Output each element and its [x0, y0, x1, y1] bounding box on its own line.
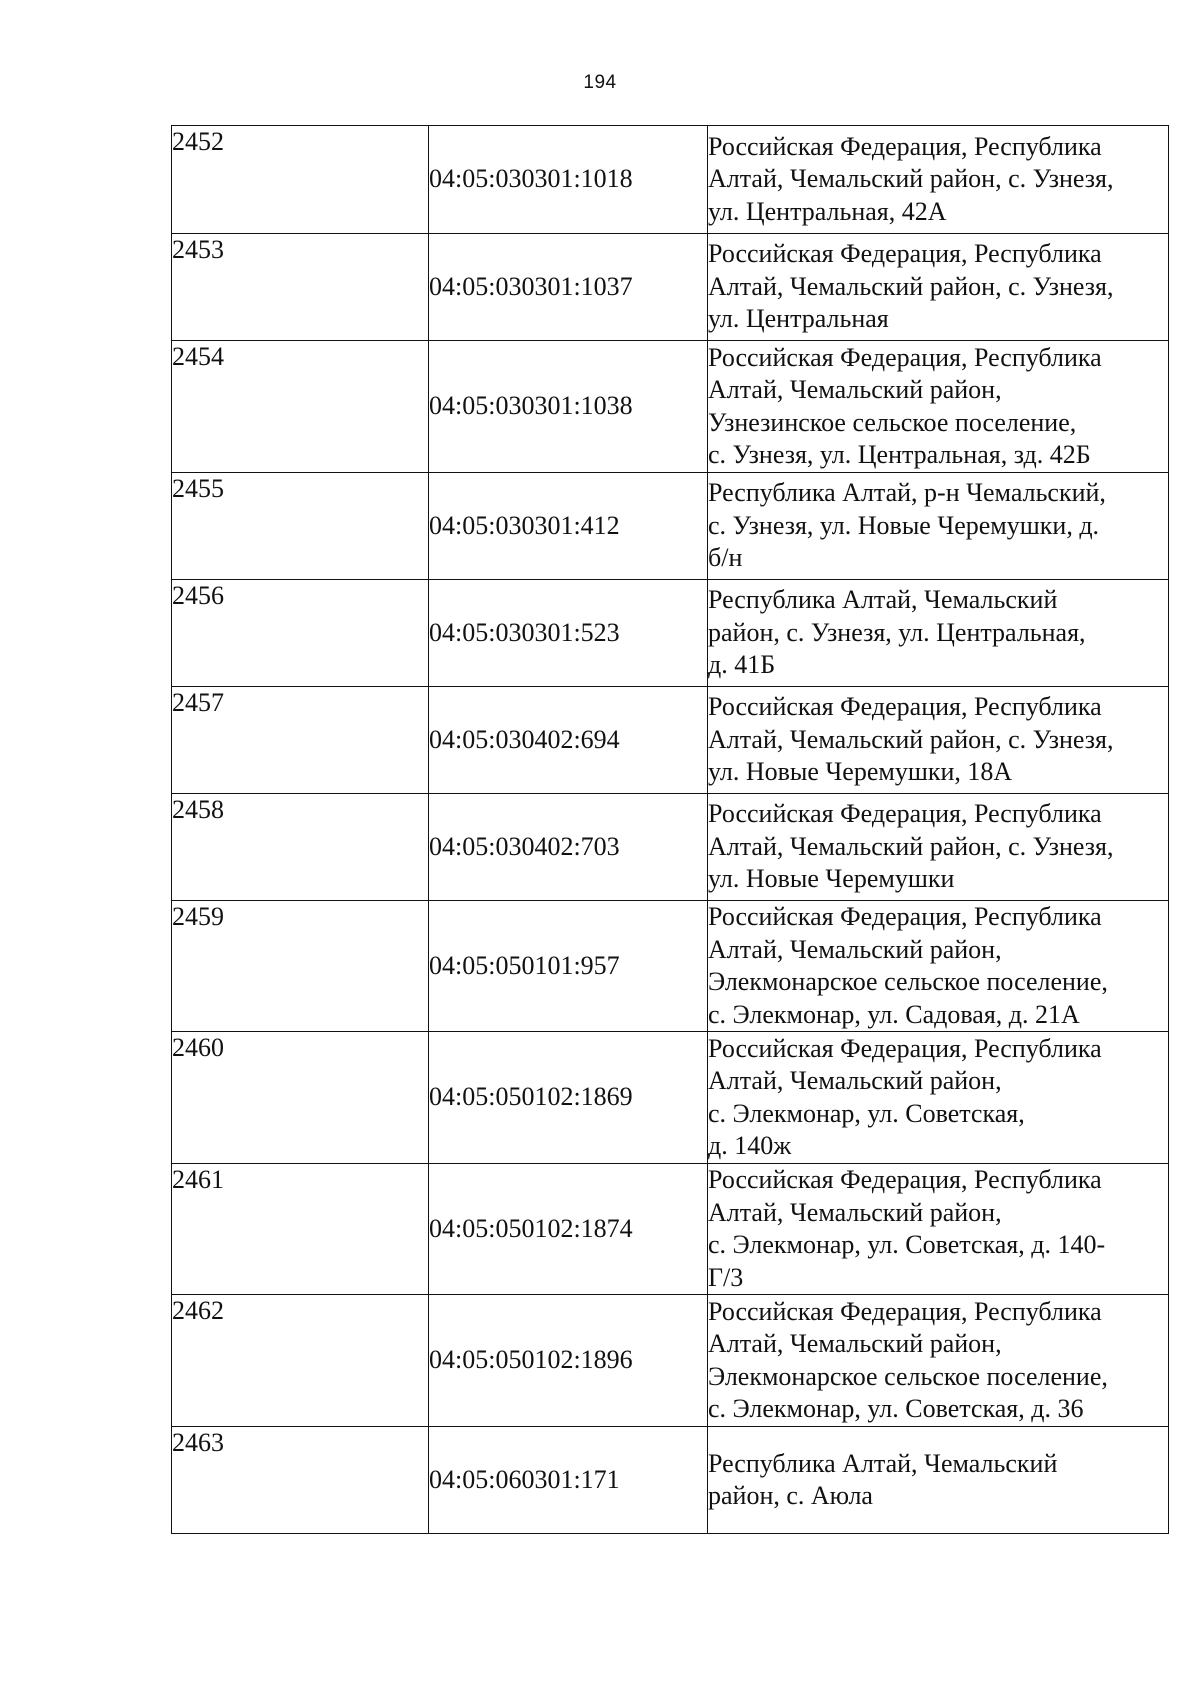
row-number: 2452 [172, 126, 429, 234]
address: Российская Федерация, Республика Алтай, Чемальский район, с. Узнезя, ул. Центральная [708, 234, 1169, 341]
row-number: 2457 [172, 687, 429, 794]
row-number: 2458 [172, 794, 429, 901]
address: Российская Федерация, Республика Алтай, Чемальский район, Элекмонарское сельское поселение, с. Элекмонар, ул. Садовая, д. 21А [708, 901, 1169, 1032]
row-number: 2456 [172, 580, 429, 687]
row-number: 2462 [172, 1295, 429, 1427]
table-row [172, 1295, 1169, 1427]
table-row [172, 794, 1169, 901]
cadastral-number: 04:05:030301:412 [429, 473, 708, 580]
cadastral-number: 04:05:050101:957 [429, 901, 708, 1032]
registry-table [171, 125, 1169, 1534]
cadastral-number: 04:05:030301:523 [429, 580, 708, 687]
cadastral-number: 04:05:050102:1874 [429, 1164, 708, 1295]
table-row [172, 1032, 1169, 1164]
address: Республика Алтай, Чемальский район, с. Аюла [708, 1427, 1169, 1534]
address: Российская Федерация, Республика Алтай, Чемальский район, с. Узнезя, ул. Новые Черемушки, 18А [708, 687, 1169, 794]
cadastral-number: 04:05:050102:1869 [429, 1032, 708, 1164]
page-number: 194 [583, 72, 617, 93]
address: Республика Алтай, Чемальский район, с. Узнезя, ул. Центральная, д. 41Б [708, 580, 1169, 687]
row-number: 2460 [172, 1032, 429, 1164]
address: Российская Федерация, Республика Алтай, Чемальский район, с. Элекмонар, ул. Советская, д. 140ж [708, 1032, 1169, 1164]
address: Российская Федерация, Республика Алтай, Чемальский район, с. Узнезя, ул. Центральная, 42А [708, 126, 1169, 234]
address: Республика Алтай, р-н Чемальский, с. Узнезя, ул. Новые Черемушки, д. б/н [708, 473, 1169, 580]
table-row [172, 1427, 1169, 1534]
table-row [172, 234, 1169, 341]
row-number: 2453 [172, 234, 429, 341]
row-number: 2461 [172, 1164, 429, 1295]
table-row [172, 1164, 1169, 1295]
table-row [172, 580, 1169, 687]
cadastral-number: 04:05:030301:1038 [429, 341, 708, 473]
table-row [172, 901, 1169, 1032]
address: Российская Федерация, Республика Алтай, Чемальский район, с. Элекмонар, ул. Советская, д. 140- Г/3 [708, 1164, 1169, 1295]
cadastral-number: 04:05:030301:1018 [429, 126, 708, 234]
row-number: 2454 [172, 341, 429, 473]
address: Российская Федерация, Республика Алтай, Чемальский район, Узнезинское сельское поселение, с. Узнезя, ул. Центральная, зд. 42Б [708, 341, 1169, 473]
table-row [172, 687, 1169, 794]
table-row [172, 473, 1169, 580]
table-row [172, 126, 1169, 234]
address: Российская Федерация, Республика Алтай, Чемальский район, с. Узнезя, ул. Новые Черемушки [708, 794, 1169, 901]
cadastral-number: 04:05:050102:1896 [429, 1295, 708, 1427]
address: Российская Федерация, Республика Алтай, Чемальский район, Элекмонарское сельское поселение, с. Элекмонар, ул. Советская, д. 36 [708, 1295, 1169, 1427]
cadastral-number: 04:05:030301:1037 [429, 234, 708, 341]
row-number: 2455 [172, 473, 429, 580]
row-number: 2459 [172, 901, 429, 1032]
cadastral-number: 04:05:060301:171 [429, 1427, 708, 1534]
cadastral-number: 04:05:030402:694 [429, 687, 708, 794]
row-number: 2463 [172, 1427, 429, 1534]
table-row [172, 341, 1169, 473]
cadastral-number: 04:05:030402:703 [429, 794, 708, 901]
